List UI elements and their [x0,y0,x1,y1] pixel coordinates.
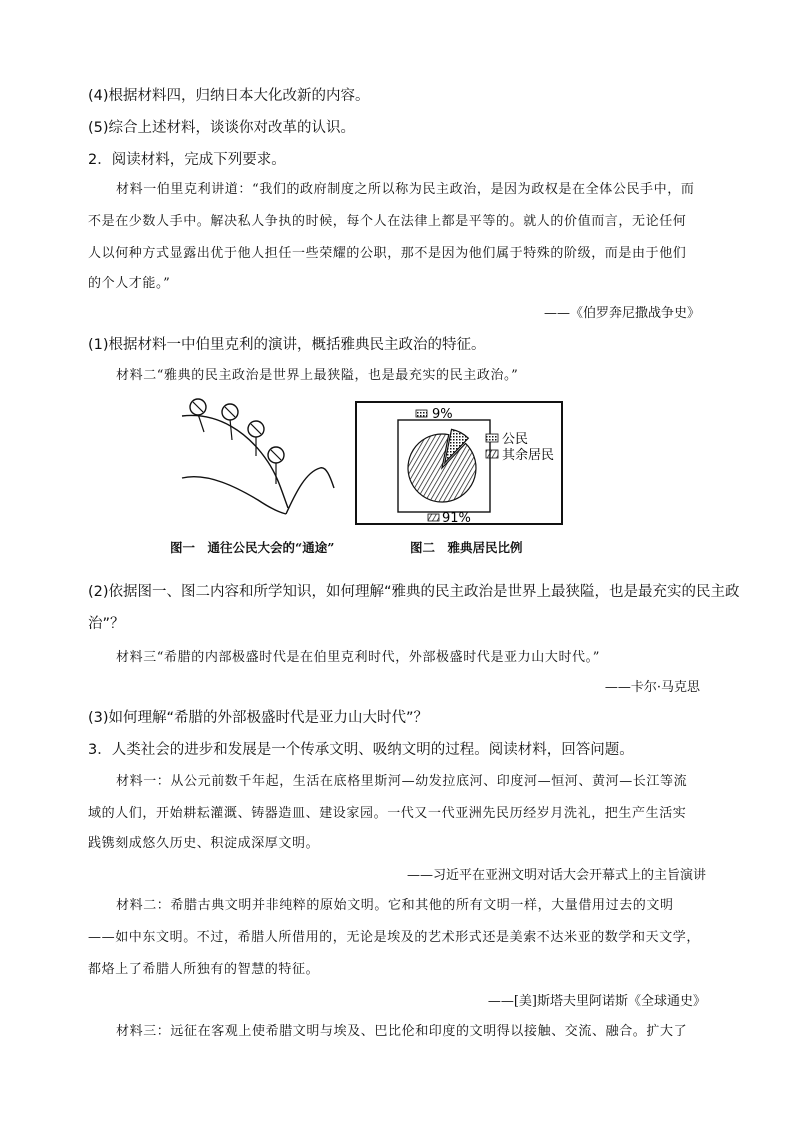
material-1-line: 的个人才能。” [88,276,171,291]
question-2-2-cont: 治”？ [88,616,125,632]
q3-material-1-source: ——习近平在亚洲文明对话大会开幕式上的主旨演讲 [406,868,706,883]
q3-material-2-line: 都烙上了希腊人所独有的智慧的特征。 [88,962,320,977]
q3-material-1-line: 材料一：从公元前数千年起，生活在底格里斯河—幼发拉底河、印度河—恒河、黄河—长江等流 [116,774,688,789]
question-2-2: (2)依据图一、图二内容和所学知识，如何理解“雅典的民主政治是世界上最狭隘，也是最充实的民主政 [88,584,740,600]
q3-material-2-line: 材料二：希腊古典文明并非纯粹的原始文明。它和其他的所有文明一样，大量借用过去的文明 [116,898,674,913]
question-4: (4)根据材料四，归纳日本大化改新的内容。 [88,88,370,104]
q3-material-3-line: 材料三：远征在客观上使希腊文明与埃及、巴比伦和印度的文明得以接触、交流、融合。扩大了 [116,1024,688,1039]
material-2: 材料二“雅典的民主政治是世界上最狭隘，也是最充实的民主政治。” [116,368,519,383]
material-1-line: 人以何种方式显露出优于他人担任一些荣耀的公职，那不是因为他们属于特殊的阶级，而是由于他们 [88,246,687,261]
pie-label-others: 91% [442,511,471,526]
legend-swatch-citizens-icon [486,434,498,442]
question-3-title: 3．人类社会的进步和发展是一个传承文明、吸纳文明的过程。阅读材料，回答问题。 [88,742,634,758]
pie-label-citizens: 9% [432,407,453,422]
question-2-title: 2．阅读材料，完成下列要求。 [88,152,286,168]
figure-1-caption: 图一 通往公民大会的“通途” [170,540,335,555]
legend-swatch-others-icon [486,450,498,458]
figure-2-caption: 图二 雅典居民比例 [410,540,523,555]
q3-material-2-line: ——如中东文明。不过，希腊人所借用的，无论是埃及的艺术形式还是美索不达米亚的数学和天文学， [88,930,701,945]
material-3: 材料三“希腊的内部极盛时代是在伯里克利时代，外部极盛时代是亚力山大时代。” [116,650,600,665]
material-1-line: 不是在少数人手中。解决私人争执的时候，每个人在法律上都是平等的。就人的价值而言，无论任何 [88,214,687,229]
material-1-source: ——《伯罗奔尼撒战争史》 [543,306,700,321]
q3-material-1-line: 践镌刻成悠久历史、积淀成深厚文明。 [88,836,320,851]
pie-slice-other-residents [408,434,476,502]
figure-2-pie-chart [354,400,566,528]
sign-icon [222,404,238,440]
legend-label-citizens: 公民 [502,432,529,447]
question-2-1: (1)根据材料一中伯里克利的演讲，概括雅典民主政治的特征。 [88,337,486,353]
legend-swatch-others-bottom [428,514,439,521]
question-2-3: (3)如何理解“希腊的外部极盛时代是亚力山大时代”？ [88,710,429,726]
pie-slices [408,429,476,502]
sign-icon [248,421,264,456]
q3-material-2-source: ——[美]斯塔夫里阿诺斯《全球通史》 [487,994,706,1009]
legend-label-others: 其余居民 [502,448,555,463]
material-1-line: 材料一伯里克利讲道：“我们的政府制度之所以称为民主政治，是因为政权是在全体公民手中，而 [116,182,695,197]
q3-material-1-line: 域的人们，开始耕耘灌溉、铸器造皿、建设家园。一代又一代亚洲先民历经岁月洗礼，把生产生活实 [88,806,687,821]
question-5: (5)综合上述材料，谈谈你对改革的认识。 [88,120,356,136]
legend-swatch-citizens [416,410,427,417]
material-3-source: ——卡尔·马克思 [604,680,700,695]
figure-1-hill-illustration [178,392,338,522]
